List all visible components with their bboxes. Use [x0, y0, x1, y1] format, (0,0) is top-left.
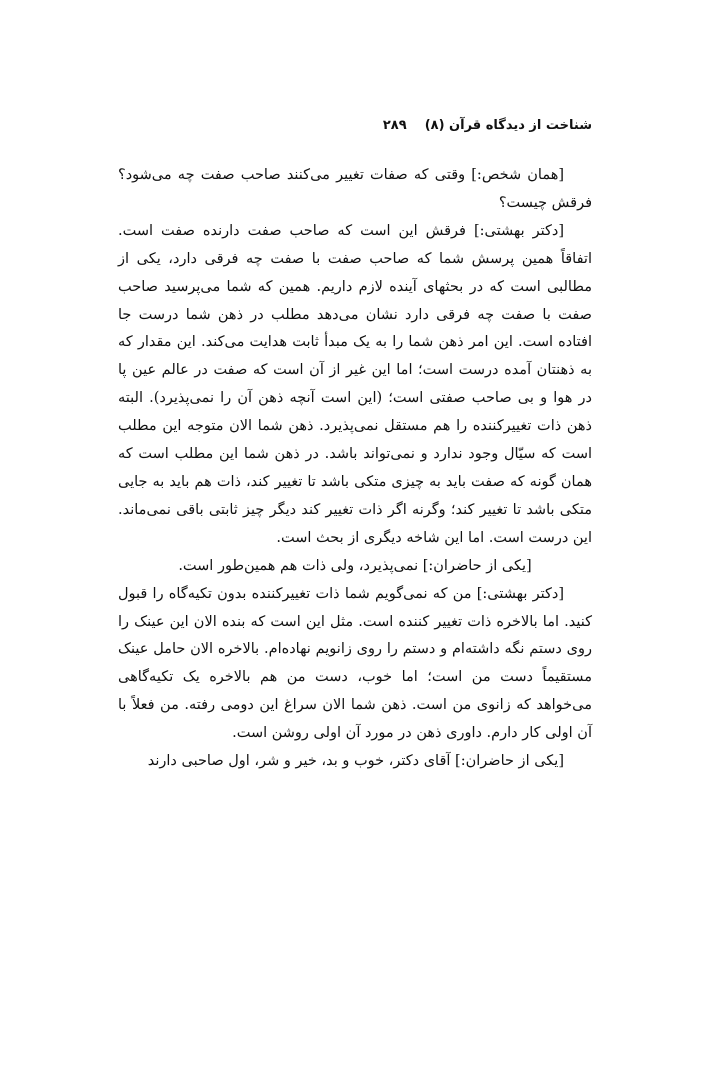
page-number: ۲۸۹: [382, 118, 407, 133]
paragraph-answer-2: [دکتر بهشتی:] من که نمی‌گویم شما ذات تغییرکننده بدون تکیه‌گاه را قبول کنید. اما بالاخره ذات تغییر کننده است. مثل این است که بنده الان این عینک را روی دستم نگه داشته‌ام و دستم را روی زانویم نهاده‌ام. بالاخره الان حامل عینک مستقیماً دست من است؛ اما خوب، دست من هم بالاخره یک تکیه‌گاهی می‌خواهد که زانوی من است. ذهن شما الان سراغ این دومی رفته. من فعلاً با آن اولی کار دارم. داوری ذهن در مورد آن اولی روشن است.: [118, 585, 592, 742]
page-body: [118, 162, 592, 776]
book-page: [118, 118, 592, 776]
paragraph-question: [همان شخص:] وقتی که صفات تغییر می‌کنند صاحب صفت چه می‌شود؟ فرقش چیست؟: [118, 167, 592, 211]
paragraph-audience-remark: [یکی از حاضران:] نمی‌پذیرد، ولی ذات هم همین‌طور است.: [178, 557, 532, 574]
running-title: شناخت از دیدگاه قرآن (۸): [424, 118, 592, 133]
paragraph-answer: [دکتر بهشتی:] فرقش این است که صاحب صفت دارنده صفت است. اتفاقاً همین پرسش شما که صاحب صفت با صفت چه فرقی دارد، یکی از مطالبی است که در بحثهای آینده لازم داریم. همین که شما می‌پرسید صاحب صفت با صفت چه فرقی دارد نشان می‌دهد مطلب در ذهن شما درست جا افتاده است. این امر ذهن شما را به یک مبدأ ثابت هدایت می‌کند. این مقدار که به ذهنتان آمده درست است؛ اما این غیر از آن است که صفت در عالم عین پا در هوا و بی صاحب صفتی است؛ (این است آنچه ذهن آن را نمی‌پذیرد). البته ذهن ذات تغییرکننده را هم مستقل نمی‌پذیرد. ذهن شما الان متوجه این مطلب است که سیّال وجود ندارد و نمی‌تواند باشد. در ذهن شما این مطلب است که همان گونه که صفت باید به چیزی متکی باشد تا تغییر کند، ذات هم باید به جایی متکی باشد تا تغییر کند؛ وگرنه اگر ذات تغییر کند دیگر چیز ثابتی باقی نمی‌ماند. این درست است. اما این شاخه دیگری از بحث است.: [118, 222, 593, 546]
page-header: [118, 118, 592, 142]
paragraph-audience-question: [یکی از حاضران:] آقای دکتر، خوب و بد، خیر و شر، اول صاحبی دارند: [147, 753, 564, 770]
